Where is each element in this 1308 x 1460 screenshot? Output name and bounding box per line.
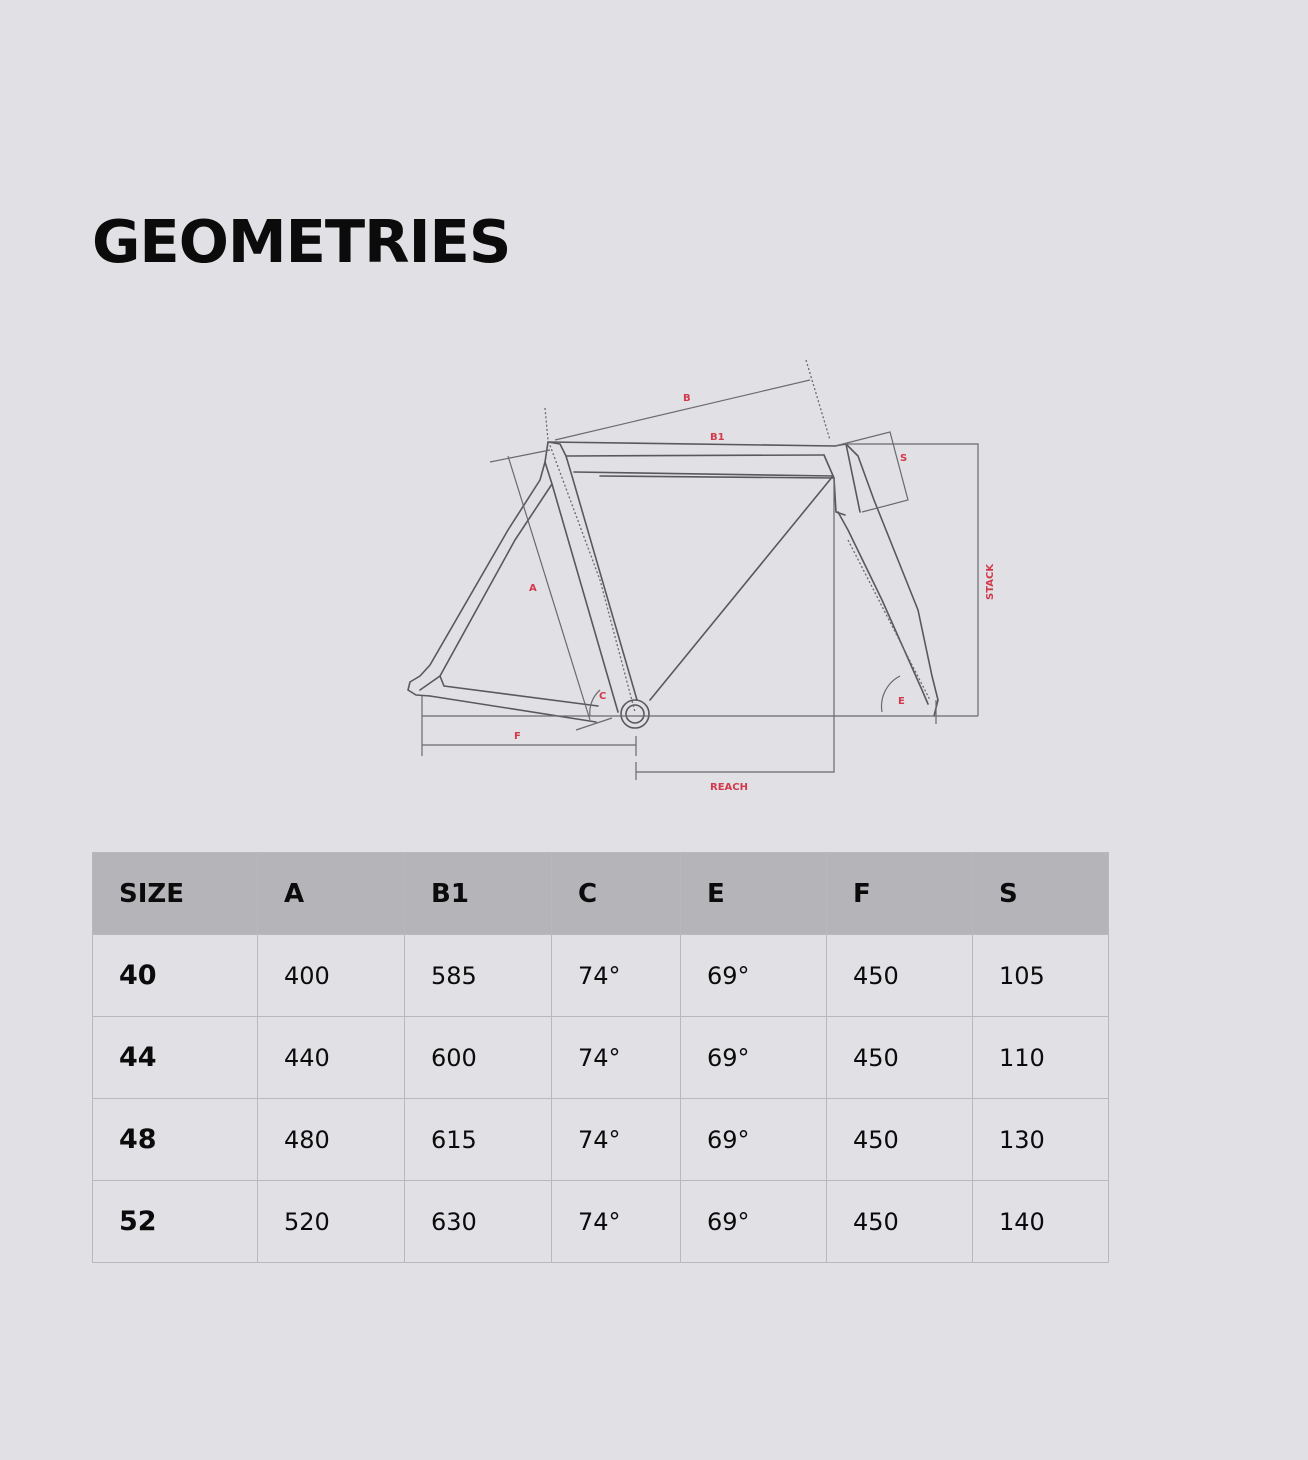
dimension-lines	[422, 360, 978, 780]
table-row	[93, 1181, 1109, 1263]
chain-stay	[420, 676, 598, 722]
label-b: B	[683, 393, 691, 404]
cell-b1: 615	[405, 1099, 552, 1181]
cell-c: 74°	[552, 1181, 681, 1263]
label-s: S	[900, 453, 908, 464]
label-reach: REACH	[710, 782, 748, 793]
header-b1: B1	[405, 853, 552, 935]
cell-e: 69°	[681, 1099, 827, 1181]
cell-size: 52	[93, 1181, 258, 1263]
cell-s: 140	[973, 1181, 1109, 1263]
down-tube	[574, 472, 834, 700]
header-f: F	[827, 853, 973, 935]
top-tube	[548, 442, 835, 456]
header-size: SIZE	[93, 853, 258, 935]
cell-a: 480	[258, 1099, 405, 1181]
cell-f: 450	[827, 935, 973, 1017]
table-row	[93, 1099, 1109, 1181]
seat-tube	[545, 442, 637, 712]
cell-e: 69°	[681, 1181, 827, 1263]
geometry-table	[92, 852, 1109, 1263]
bicycle-frame	[408, 442, 938, 728]
cell-e: 69°	[681, 1017, 827, 1099]
cell-b1: 630	[405, 1181, 552, 1263]
page-title: GEOMETRIES	[92, 207, 511, 276]
header-a: A	[258, 853, 405, 935]
table-row	[93, 1017, 1109, 1099]
label-c: C	[599, 691, 607, 702]
header-c: C	[552, 853, 681, 935]
label-e: E	[898, 696, 905, 707]
cell-c: 74°	[552, 1017, 681, 1099]
label-f: F	[514, 731, 521, 742]
cell-size: 48	[93, 1099, 258, 1181]
seat-stay	[408, 462, 552, 696]
header-e: E	[681, 853, 827, 935]
header-s: S	[973, 853, 1109, 935]
table-row	[93, 935, 1109, 1017]
cell-size: 40	[93, 935, 258, 1017]
cell-b1: 585	[405, 935, 552, 1017]
cell-e: 69°	[681, 935, 827, 1017]
cell-s: 105	[973, 935, 1109, 1017]
cell-s: 130	[973, 1099, 1109, 1181]
cell-f: 450	[827, 1017, 973, 1099]
label-stack: STACK	[985, 563, 996, 600]
cell-a: 520	[258, 1181, 405, 1263]
cell-a: 400	[258, 935, 405, 1017]
frame-geometry-diagram	[400, 350, 1020, 810]
cell-f: 450	[827, 1181, 973, 1263]
cell-a: 440	[258, 1017, 405, 1099]
label-b1: B1	[710, 432, 725, 443]
cell-f: 450	[827, 1099, 973, 1181]
cell-c: 74°	[552, 1099, 681, 1181]
cell-size: 44	[93, 1017, 258, 1099]
cell-b1: 600	[405, 1017, 552, 1099]
label-a: A	[529, 583, 537, 594]
cell-c: 74°	[552, 935, 681, 1017]
cell-s: 110	[973, 1017, 1109, 1099]
fork	[838, 444, 938, 716]
bottom-bracket-inner	[626, 705, 644, 723]
table-header-row	[93, 853, 1109, 935]
